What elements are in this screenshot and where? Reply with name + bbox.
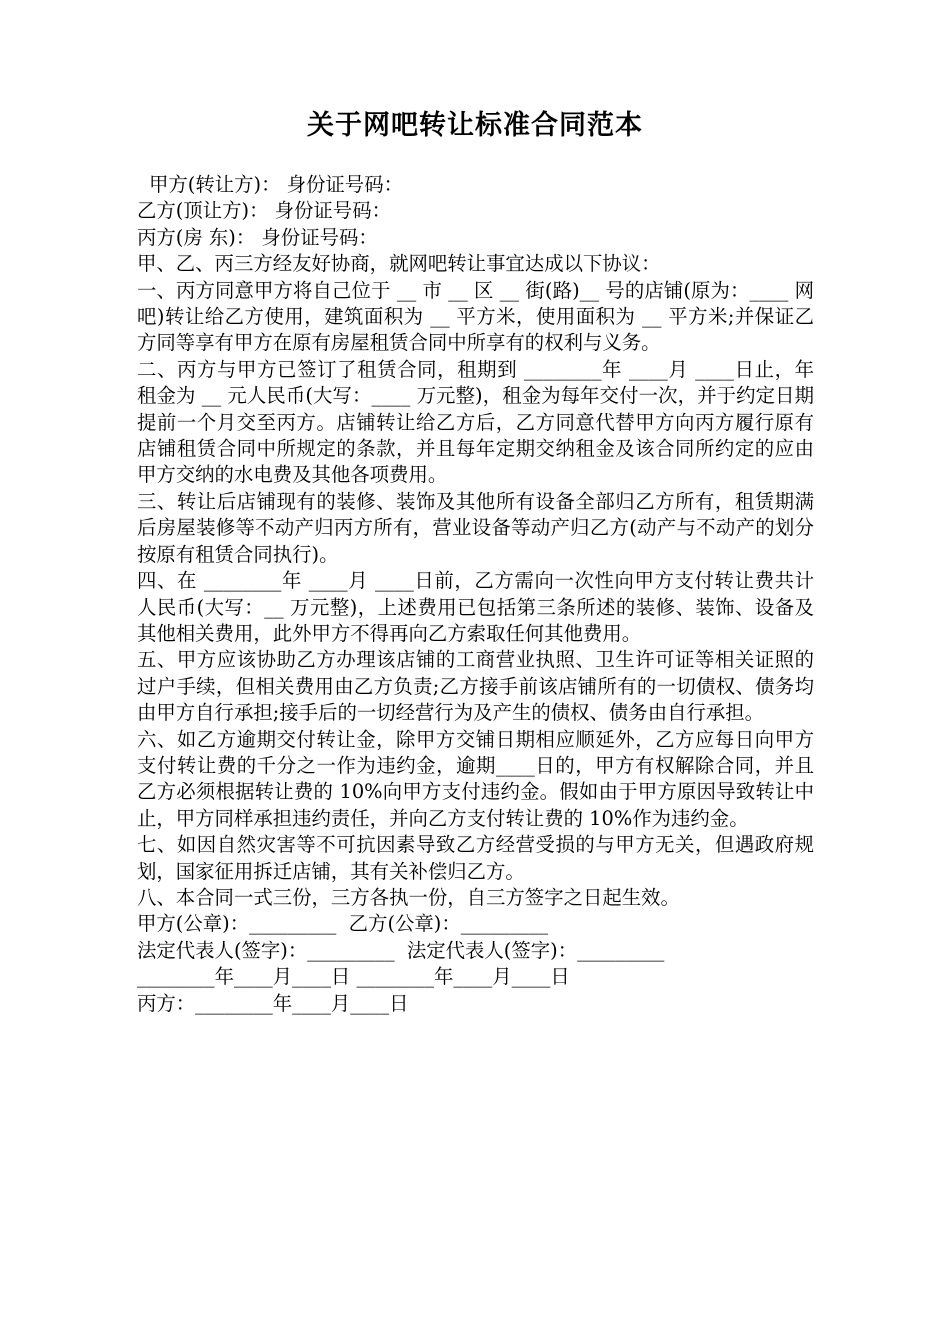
clause-8: 八、本合同一式三份，三方各执一份，自三方签字之日起生效。 [137, 885, 680, 909]
clause-6: 六、如乙方逾期交付转让金，除甲方交铺日期相应顺延外，乙方应每日向甲方支付转让费的千分之一作为违约金，逾期____日的，甲方有权解除合同，并且乙方必须根据转让费的 10%向甲方支付违约金。假如由于甲方原因导致转让中止，甲方同样承担违约责任，并向乙方支付转让费的 10%作为违约金。 [137, 727, 814, 830]
signature-reps-line: 法定代表人(签字)：_________ 法定代表人(签字)：_________ [137, 938, 665, 962]
document-title: 关于网吧转让标准合同范本 [307, 110, 643, 141]
clause-7: 七、如因自然灾害等不可抗因素导致乙方经营受损的与甲方无关，但遇政府规划，国家征用拆迁店铺，其有关补偿归乙方。 [137, 833, 814, 883]
document-body [137, 172, 814, 1017]
clause-1: 一、丙方同意甲方将自己位于 __ 市 __ 区 __ 街(路)__ 号的店铺(原为：____ 网吧)转让给乙方使用，建筑面积为 __ 平方米，使用面积为 __ 平方米;并保证乙方同等享有甲方在原有房屋租赁合同中所享有的权利与义务。 [137, 278, 814, 355]
party-b-line: 乙方(顶让方)： 身份证号码： [137, 199, 391, 223]
clause-5: 五、甲方应该协助乙方办理该店铺的工商营业执照、卫生许可证等相关证照的过户手续，但相关费用由乙方负责;乙方接手前该店铺所有的一切债权、债务均由甲方自行承担;接手后的一切经营行为及产生的债权、债务由自行承担。 [137, 648, 814, 725]
signature-seals-line: 甲方(公章)：_________ 乙方(公章)：_________ [137, 912, 549, 936]
signature-party-c-line: 丙方：________年____月____日 [137, 991, 409, 1015]
intro-paragraph: 甲、乙、丙三方经友好协商，就网吧转让事宜达成以下协议： [137, 252, 661, 276]
party-a-line: 甲方(转让方)： 身份证号码： [149, 173, 403, 196]
clause-2: 二、丙方与甲方已签订了租赁合同，租期到 ________年 ____月 ____日止，年租金为 __ 元人民币(大写：____ 万元整)，租金为每年交付一次，并于约定日期提前一个月交至丙方。店铺转让给乙方后，乙方同意代替甲方向丙方履行原有店铺租赁合同中所规定的条款，并且每年定期交纳租金及该合同所约定的应由甲方交纳的水电费及其他各项费用。 [137, 357, 814, 487]
signature-dates-line: ________年____月____日 ________年____月____日 [137, 965, 570, 989]
clause-4: 四、在 ________年 ____月 ____日前，乙方需向一次性向甲方支付转让费共计人民币(大写：__ 万元整)，上述费用已包括第三条所述的装修、装饰、设备及其他相关费用，此外甲方不得再向乙方索取任何其他费用。 [137, 569, 814, 645]
clause-3: 三、转让后店铺现有的装修、装饰及其他所有设备全部归乙方所有，租赁期满后房屋装修等不动产归丙方所有，营业设备等动产归乙方(动产与不动产的划分按原有租赁合同执行)。 [137, 489, 814, 566]
party-c-line: 丙方(房 东)： 身份证号码： [137, 225, 378, 249]
